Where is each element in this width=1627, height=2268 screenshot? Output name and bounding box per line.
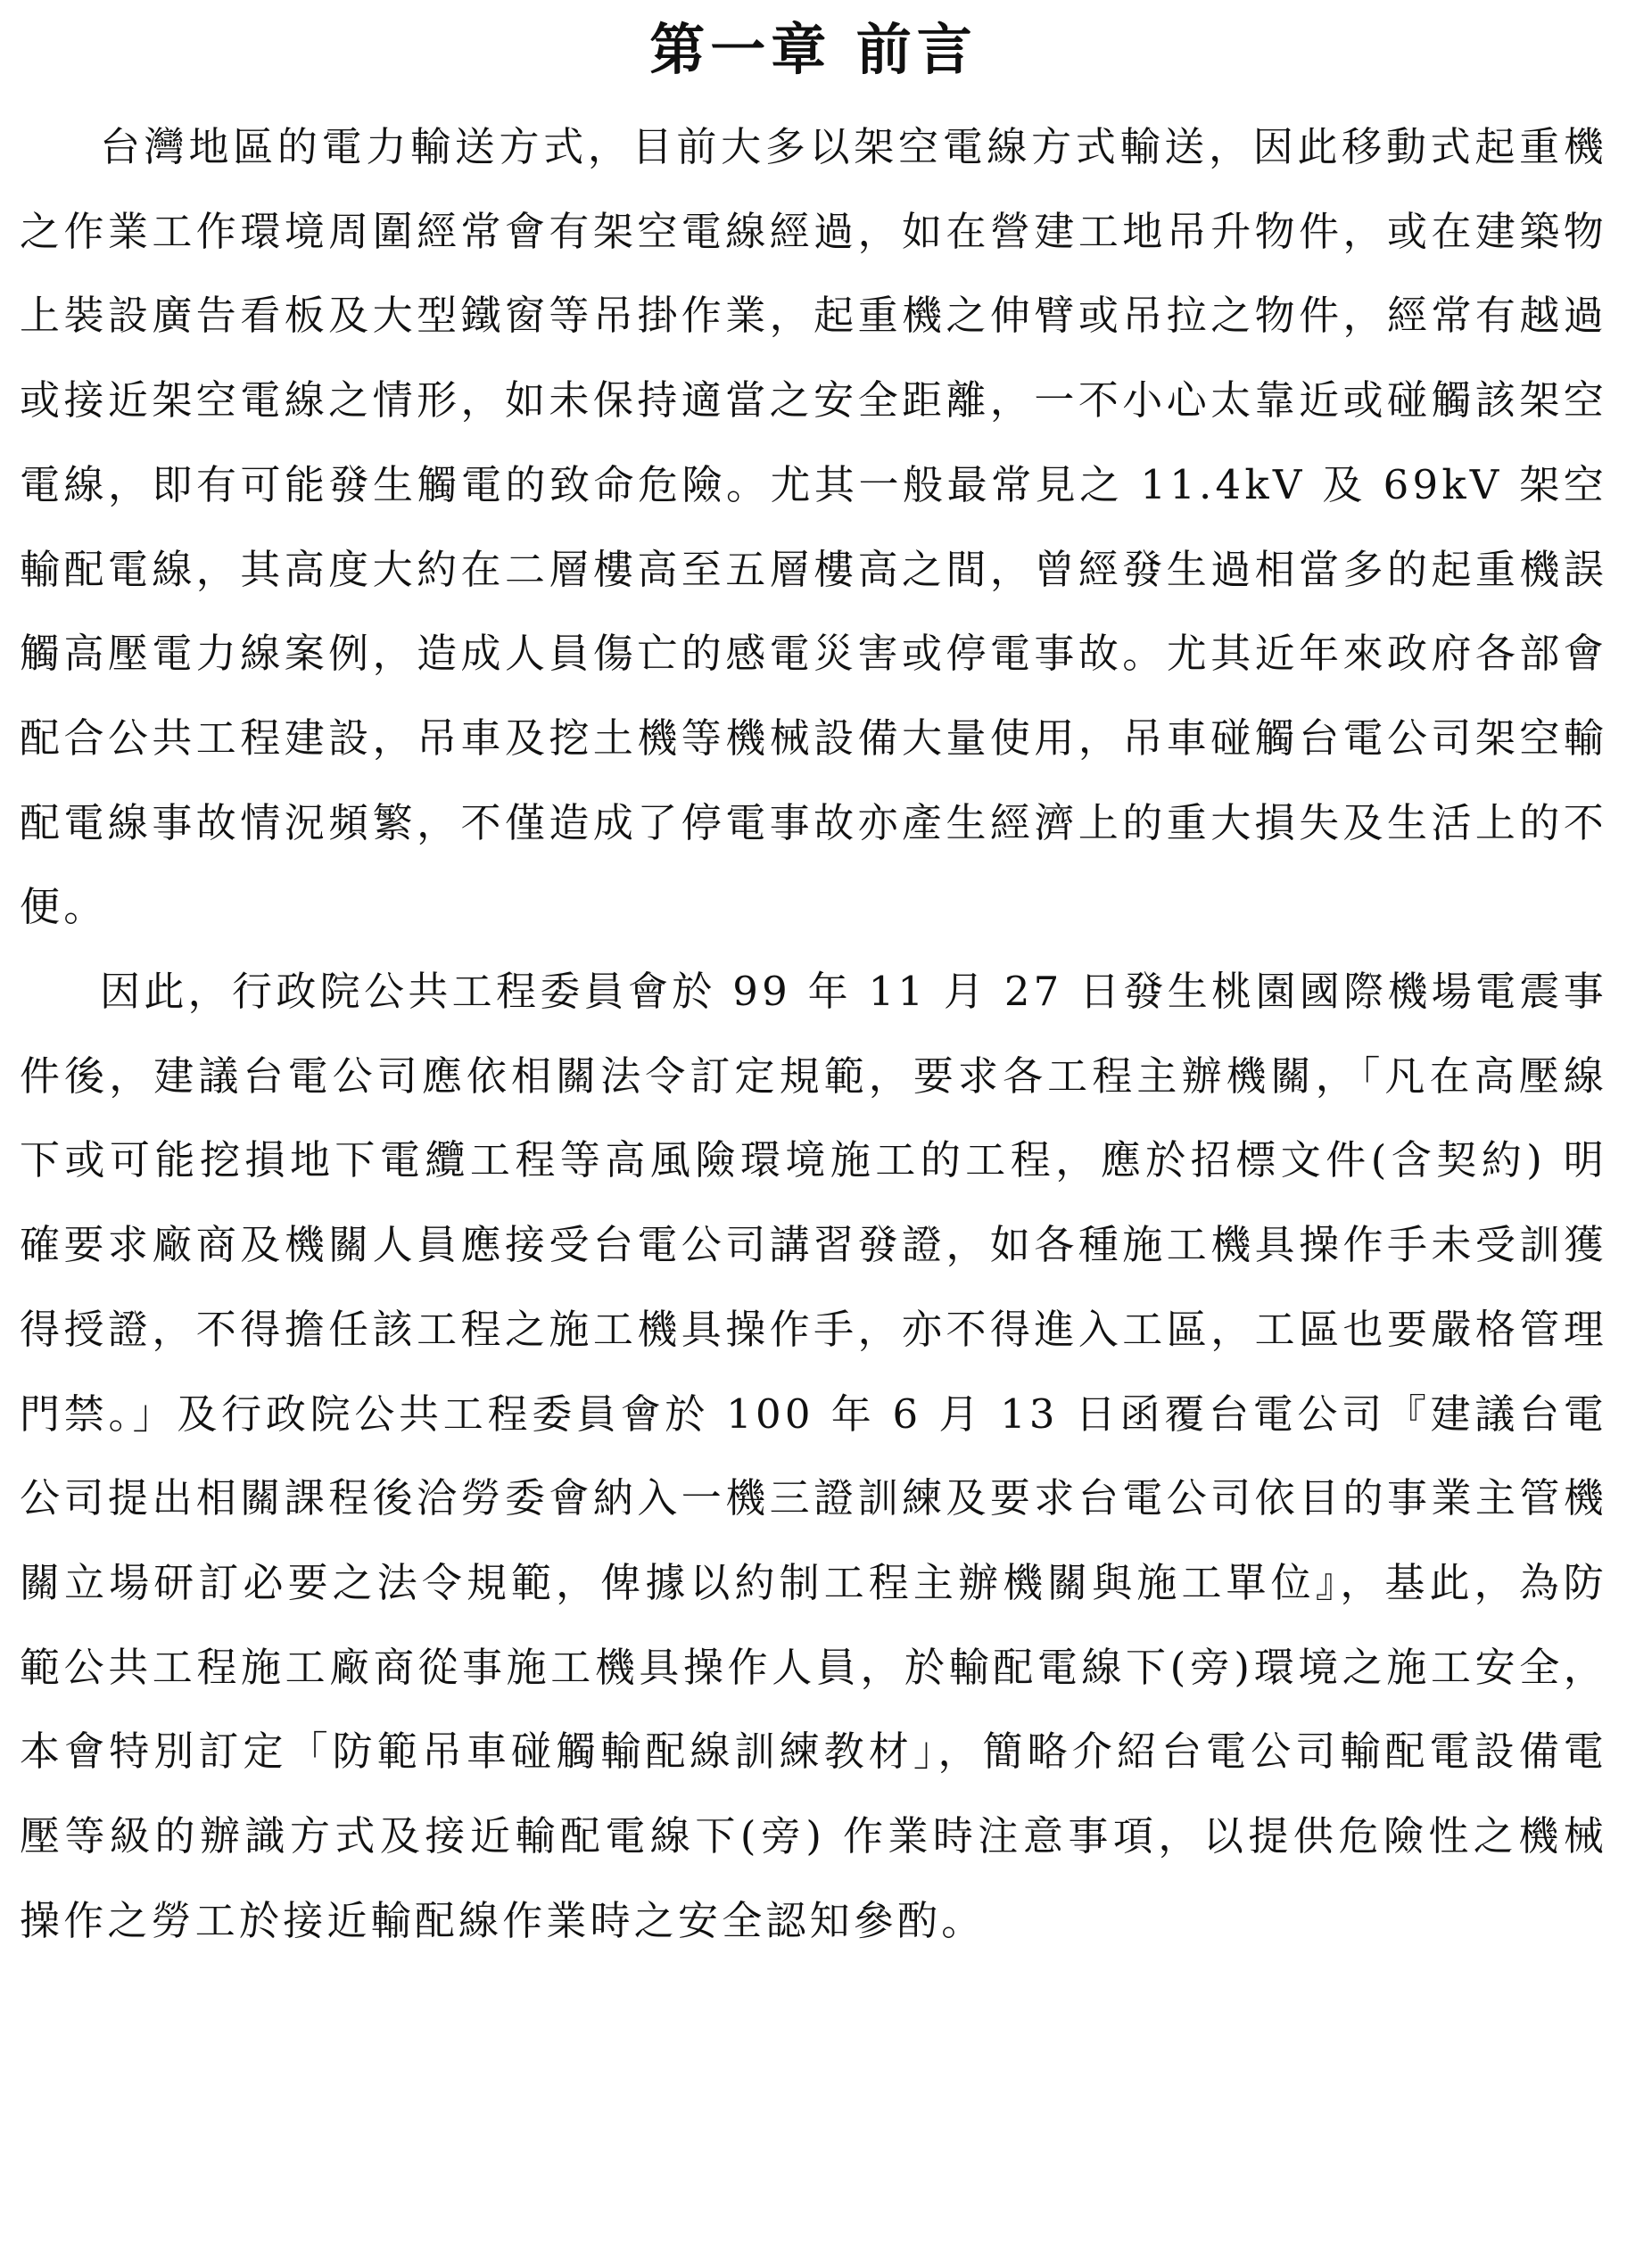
chapter-title: 第一章 前言	[649, 17, 978, 82]
paragraph-1: 台灣地區的電力輸送方式，目前大多以架空電線方式輸送，因此移動式起重機之作業工作環境周圍經常會有架空電線經過，如在營建工地吊升物件，或在建築物上裝設廣告看板及大型鐵窗等吊掛作業，起重機之伸臂或吊拉之物件，經常有越過或接近架空電線之情形，如未保持適當之安全距離，一不小心太靠近或碰觸該架空電線，即有可能發生觸電的致命危險。尤其一般最常見之 11.4kV 及 69kV 架空輸配電線，其高度大約在二層樓高至五層樓高之間，曾經發生過相當多的起重機誤觸高壓電力線案例，造成人員傷亡的感電災害或停電事故。尤其近年來政府各部會配合公共工程建設，吊車及挖土機等機械設備大量使用，吊車碰觸台電公司架空輸配電線事故情況頻繁，不僅造成了停電事故亦產生經濟上的重大損失及生活上的不便。	[20, 123, 1607, 931]
paragraph-2: 因此，行政院公共工程委員會於 99 年 11 月 27 日發生桃園國際機場電震事件後，建議台電公司應依相關法令訂定規範，要求各工程主辦機關，「凡在高壓線下或可能挖損地下電纜工程等高風險環境施工的工程，應於招標文件(含契約) 明確要求廠商及機關人員應接受台電公司講習發證，如各種施工機具操作手未受訓獲得授證，不得擔任該工程之施工機具操作手，亦不得進入工區，工區也要嚴格管理門禁。」及行政院公共工程委員會於 100 年 6 月 13 日函覆台電公司『建議台電公司提出相關課程後洽勞委會納入一機三證訓練及要求台電公司依目的事業主管機關立場研訂必要之法令規範，俾據以約制工程主辦機關與施工單位』，基此，為防範公共工程施工廠商從事施工機具操作人員，於輸配電線下(旁)環境之施工安全，本會特別訂定「防範吊車碰觸輸配線訓練教材」，簡略介紹台電公司輸配電設備電壓等級的辦識方式及接近輸配電線下(旁) 作業時注意事項，以提供危險性之機械操作之勞工於接近輸配線作業時之安全認知參酌。	[20, 968, 1607, 1944]
document-body	[20, 105, 1607, 1963]
